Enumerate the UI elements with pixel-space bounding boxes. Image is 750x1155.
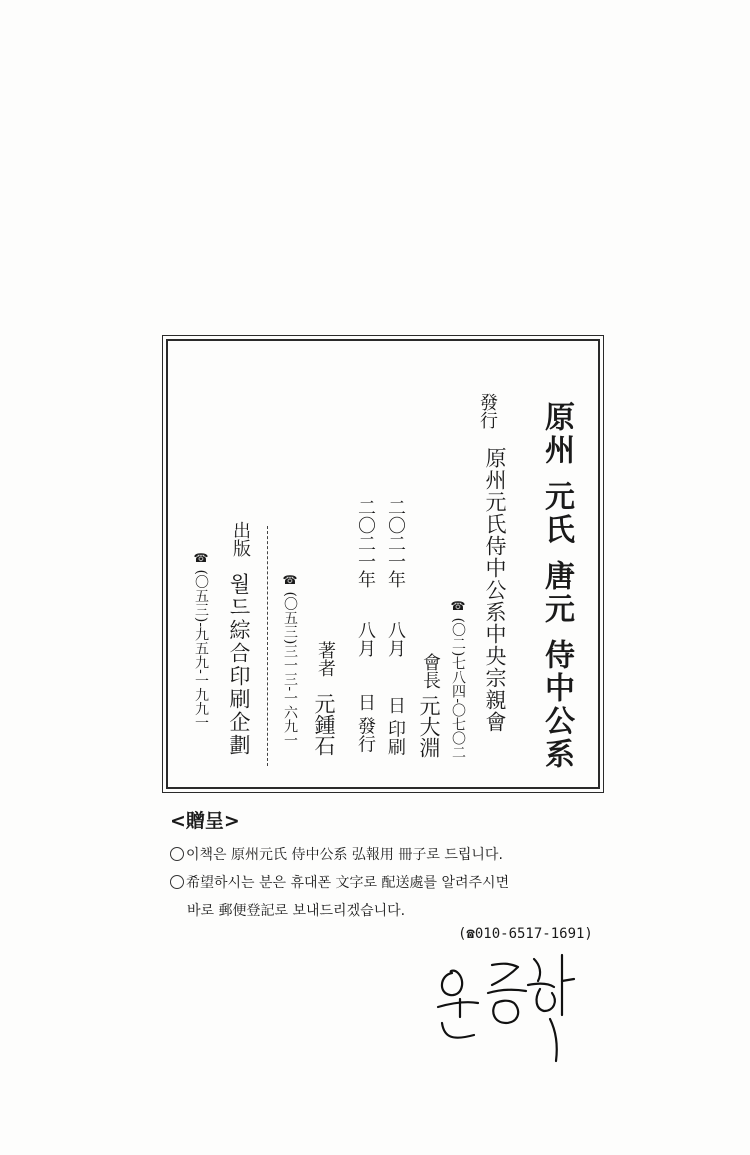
publisher-phone xyxy=(451,599,465,759)
print-date-year: 二〇二一年 xyxy=(385,498,406,588)
printer-label: 出版 xyxy=(230,521,251,557)
publisher-name: 原州元氏侍中公系中央宗親會 xyxy=(483,447,507,733)
printer-phone xyxy=(194,551,208,730)
president-label: 會長 xyxy=(420,653,441,689)
author-phone xyxy=(283,573,297,747)
issue-date-day: 日 發行 xyxy=(355,693,376,753)
circle-bullet-icon xyxy=(170,847,184,861)
author-phone-number: (〇五三)三一三-一六九一 xyxy=(282,591,298,748)
publisher-label: 發行 xyxy=(477,393,498,429)
gift-line-3: 바로 郵便登記로 보내드리겠습니다. xyxy=(187,903,406,919)
issue-date-month: 八月 xyxy=(355,621,376,657)
telephone-icon: ☎ xyxy=(283,573,297,587)
handwritten-signature xyxy=(430,945,590,1065)
gift-line-1-text: 이책은 原州元氏 侍中公系 弘報用 冊子로 드립니다. xyxy=(186,847,503,863)
book-title: 原州 元氏 唐元 侍中公系 xyxy=(539,401,574,772)
telephone-icon: ☎ xyxy=(451,599,465,613)
gift-line-2-text: 希望하시는 분은 휴대폰 文字로 配送處를 알려주시면 xyxy=(186,875,510,891)
contact-phone: (☎010-6517-1691) xyxy=(458,926,593,942)
print-date-day: 日 印刷 xyxy=(385,696,406,756)
issue-date-year: 二〇二一年 xyxy=(355,498,376,588)
author-label: 著者 xyxy=(315,641,336,677)
divider xyxy=(267,526,268,766)
circle-bullet-icon xyxy=(170,875,184,889)
printer-phone-number: (〇五三)-九五九-一九九一 xyxy=(193,569,209,730)
gift-line-1 xyxy=(170,844,503,864)
president-name: 元大淵 xyxy=(417,695,441,758)
telephone-icon: ☎ xyxy=(194,551,208,565)
author-name: 元鍾石 xyxy=(312,693,336,756)
publisher-phone-number: (〇二)七八四-〇七〇二 xyxy=(450,617,466,760)
gift-line-2 xyxy=(170,872,509,892)
print-date-month: 八月 xyxy=(385,621,406,657)
colophon-box xyxy=(166,339,600,789)
printer-name: 월드綜合印刷企劃 xyxy=(227,573,251,757)
gift-heading: <贈呈> xyxy=(170,810,240,832)
